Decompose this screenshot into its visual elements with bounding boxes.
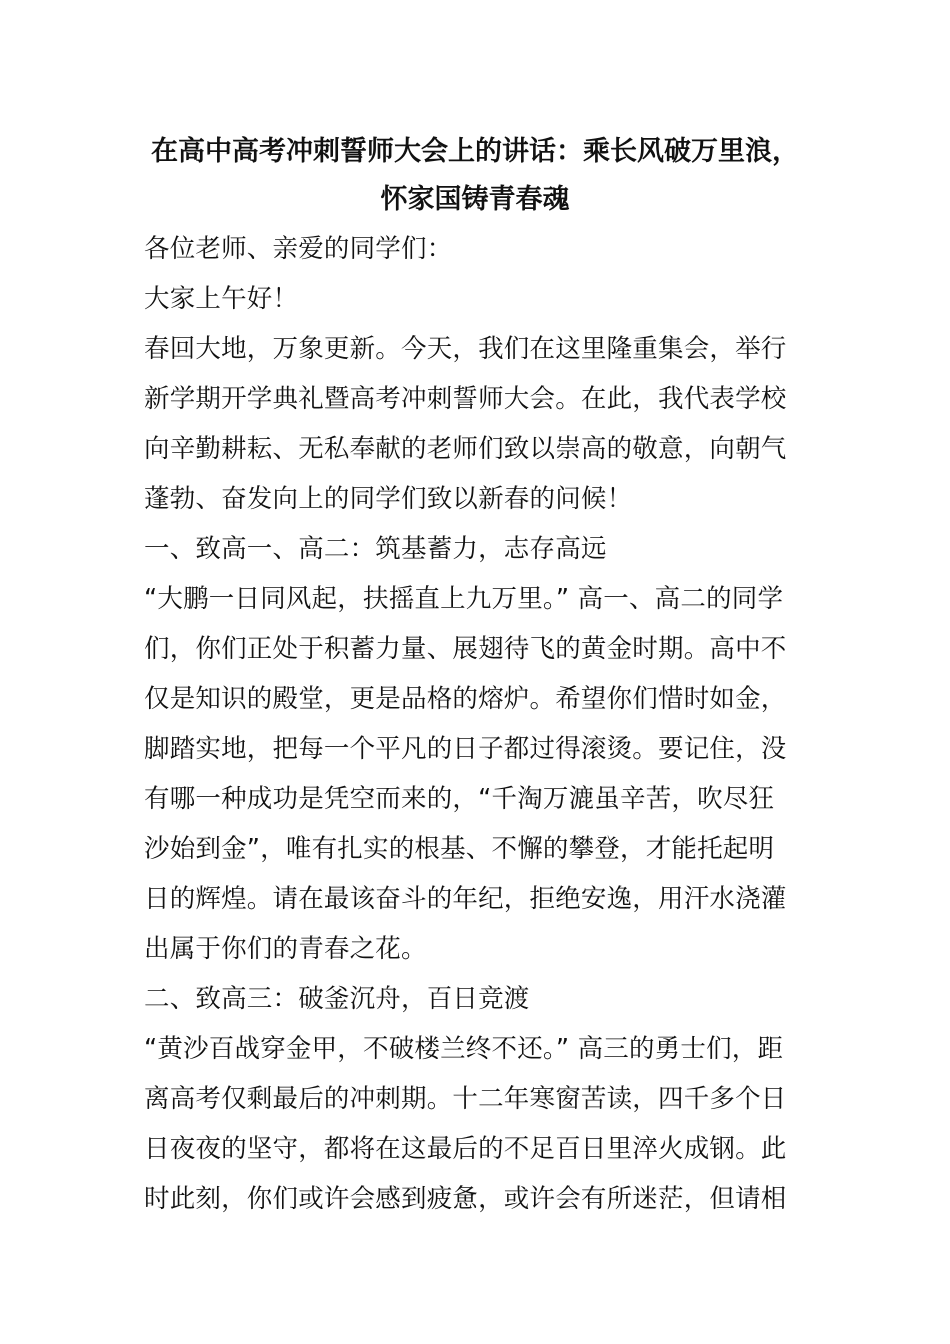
body-line: 出属于你们的青春之花。 [144,934,427,964]
greeting: 大家上午好！ [144,284,299,314]
body-line: 蓬勃、奋发向上的同学们致以新春的问候！ [144,484,633,514]
title-line-1: 在高中高考冲刺誓师大会上的讲话：乘长风破万里浪， [151,136,799,167]
document-body [144,224,816,1224]
body-line: “黄沙百战穿金甲，不破楼兰终不还。” 高三的勇士们，距 [144,1034,784,1064]
body-line: “大鹏一日同风起，扶摇直上九万里。” 高一、高二的同学 [144,584,784,614]
body-line: 离高考仅剩最后的冲刺期。十二年寒窗苦读，四千多个日 [144,1084,787,1114]
body-line: 时此刻，你们或许会感到疲惫，或许会有所迷茫，但请相 [144,1184,787,1214]
section-heading-2: 二、致高三：破釜沉舟，百日竞渡 [144,984,530,1014]
body-line: 仅是知识的殿堂，更是品格的熔炉。希望你们惜时如金， [144,684,787,714]
body-line: 脚踏实地，把每一个平凡的日子都过得滚烫。要记住，没 [144,734,787,764]
body-line: 日夜夜的坚守，都将在这最后的不足百日里淬火成钢。此 [144,1134,787,1164]
body-line: 春回大地，万象更新。今天，我们在这里隆重集会，举行 [144,334,787,364]
body-line: 向辛勤耕耘、无私奉献的老师们致以崇高的敬意，向朝气 [144,434,787,464]
salutation: 各位老师、亲爱的同学们： [144,234,453,264]
title-line-2: 怀家国铸青春魂 [380,184,570,215]
body-line: 有哪一种成功是凭空而来的，“千淘万漉虽辛苦，吹尽狂 [144,784,775,814]
section-heading-1: 一、致高一、高二：筑基蓄力，志存高远 [144,534,607,564]
body-line: 日的辉煌。请在最该奋斗的年纪，拒绝安逸，用汗水浇灌 [144,884,787,914]
body-line: 沙始到金”，唯有扎实的根基、不懈的攀登，才能托起明 [144,834,775,864]
body-line: 们，你们正处于积蓄力量、展翅待飞的黄金时期。高中不 [144,634,787,664]
document-title [120,128,830,224]
body-line: 新学期开学典礼暨高考冲刺誓师大会。在此，我代表学校 [144,384,787,414]
